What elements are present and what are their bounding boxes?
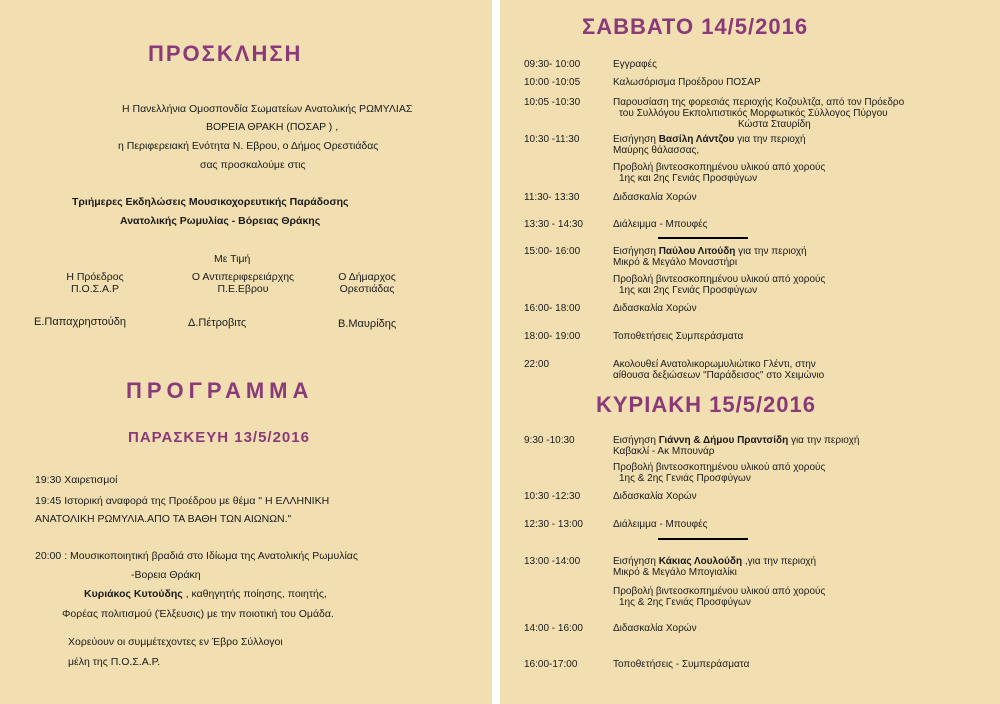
speaker-name: Κυριάκος Κυτούδης [84,588,183,600]
sat-desc-11: Τοποθετήσεις Συμπεράσματα [613,331,744,342]
sat-time-10: 16:00- 18:00 [524,303,581,314]
sat-desc-4: Εισήγηση Βασίλη Λάντζου για την περιοχή Μαύρης θάλασσας, [613,134,806,157]
signer-3-role: Ο Δήμαρχος Ορεστιάδας [338,271,396,296]
sun-time-5: 13:00 -14:00 [524,556,581,567]
signer-1-name: Ε.Παπαχρηστούδη [34,316,126,328]
sat-desc-9: Προβολή βιντεοσκοπημένου υλικού από χορούς 1ης και 2ης Γενιάς Προσφύγων [613,274,826,297]
invitation-title: ΠΡΟΣΚΛΗΣΗ [148,41,303,66]
sat-desc-3: Παρουσίαση της φορεσιάς περιοχής Κοζουλτζα, από τον Πρόεδρο του Συλλόγου Εκπολιτιστικός Μορφωτικός Σύλλογος Πύργου Κώστα Σταυρίδη [613,97,905,131]
sun-desc-5: Εισήγηση Κάκιας Λουλούδη ,για την περιοχή Μικρό & Μεγάλο Μπογιαλίκι [613,556,817,579]
event-line-1: Τριήμερες Εκδηλώσεις Μουσικοχορευτικής Παράδοσης [72,196,349,208]
friday-line-8: Χορεύουν οι συμμέτεχοντες εν Έβρο Σύλλογοι [68,636,283,648]
sat-desc-1: Εγγραφές [613,59,657,70]
sun-desc-4: Διάλειμμα - Μπουφές [613,519,708,530]
event-line-2: Ανατολικής Ρωμυλίας - Βόρειας Θράκης [120,215,321,227]
sat-time-11: 18:00- 19:00 [524,331,581,342]
saturday-title: ΣΑΒΒΑΤΟ 14/5/2016 [582,14,809,39]
sat-desc-2: Καλωσόρισμα Προέδρου ΠΟΣΑΡ [613,77,761,88]
friday-line-4: 20:00 : Μουσικοποιητική βραδιά στο Ιδίωμα της Ανατολικής Ρωμυλίας [35,550,358,562]
sun-time-4: 12:30 - 13:00 [524,519,583,530]
program-title: ΠΡΟΓΡΑΜΜΑ [126,378,314,403]
intro-line-1: Η Πανελλήνια Ομοσπονδία Σωματείων Ανατολικής ΡΩΜΥΛΙΑΣ [122,103,413,115]
speaker-name: Βασίλη Λάντζου [658,134,735,145]
divider [658,237,748,239]
left-panel [0,0,492,704]
sun-time-7: 14:00 - 16:00 [524,623,583,634]
friday-line-6: Κυριάκος Κυτούδης , καθηγητής ποίησης, ποιητής, [84,588,327,600]
sat-desc-7: Διάλειμμα - Μπουφές [613,219,708,230]
sat-time-3: 10:05 -10:30 [524,97,581,108]
sat-time-7: 13:30 - 14:30 [524,219,583,230]
speaker-name: Γιάννη & Δήμου Πραντσίδη [658,435,789,446]
friday-title: ΠΑΡΑΣΚΕΥΗ 13/5/2016 [128,429,310,446]
sun-desc-8: Τοποθετήσεις - Συμπεράσματα [613,659,750,670]
signer-2-role: Ο Αντιπεριφερειάρχης Π.Ε.Εβρου [191,271,295,296]
sat-time-6: 11:30- 13:30 [524,192,580,203]
sun-desc-6: Προβολή βιντεοσκοπημένου υλικού από χορούς 1ης & 2ης Γενιάς Προσφύγων [613,586,826,609]
friday-line-3: ΑΝΑΤΟΛΙΚΗ ΡΩΜΥΛΙΑ.ΑΠΟ ΤΑ ΒΑΘΗ ΤΩΝ ΑΙΩΝΩΝ." [35,513,292,525]
intro-line-3: η Περιφερειακή Ενότητα Ν. Εβρου, ο Δήμος Ορεστιάδας [118,140,379,152]
sat-time-2: 10:00 -10:05 [524,77,581,88]
sun-desc-7: Διδασκαλία Χορών [613,623,697,634]
sat-time-4: 10:30 -11:30 [524,134,580,145]
speaker-name: Παύλου Λιτούδη [658,246,736,257]
sat-desc-6: Διδασκαλία Χορών [613,192,697,203]
sat-desc-8: Εισήγηση Παύλου Λιτούδη για την περιοχή Μικρό & Μεγάλο Μοναστήρι [613,246,807,269]
sat-time-12: 22:00 [524,359,550,370]
sunday-title: ΚΥΡΙΑΚΗ 15/5/2016 [596,392,816,417]
sun-time-1: 9:30 -10:30 [524,435,575,446]
intro-line-4: σας προσκαλούμε στις [200,159,306,171]
friday-line-2: 19:45 Ιστορική αναφορά της Προέδρου με θέμα " Η ΕΛΛΗΝΙΚΗ [35,495,330,507]
intro-line-2: ΒΟΡΕΙΑ ΘΡΑΚΗ (ΠΟΣΑΡ ) , [206,121,339,133]
friday-line-1: 19:30 Χαιρετισμοί [35,474,118,486]
sat-desc-10: Διδασκαλία Χορών [613,303,697,314]
friday-line-5: -Βορεια Θράκη [131,569,201,581]
sat-desc-12: Ακολουθεί Ανατολικορωμυλιώτικο Γλέντι, στην αίθουσα δεξιώσεων "Παράδεισος" στο Χειμώνιο [613,359,825,382]
right-panel [500,0,1000,704]
sun-desc-2: Προβολή βιντεοσκοπημένου υλικού από χορούς 1ης & 2ης Γενιάς Προσφύγων [613,462,826,485]
sun-desc-1: Εισήγηση Γιάννη & Δήμου Πραντσίδη για την περιοχή Καβακλί - Ακ Μπουνάρ [613,435,860,458]
signer-1-role: Η Πρόεδρος Π.Ο.Σ.Α.Ρ [66,271,124,296]
sat-desc-5: Προβολή βιντεοσκοπημένου υλικού από χορούς 1ης και 2ης Γενιάς Προσφύγων [613,162,826,185]
signer-2-name: Δ.Πέτροβιτς [188,317,247,329]
sun-time-3: 10:30 -12:30 [524,491,581,502]
sat-time-8: 15:00- 16:00 [524,246,581,257]
signer-3-name: Β.Μαυρίδης [338,318,397,330]
sun-time-8: 16:00-17:00 [524,659,578,670]
sun-desc-3: Διδασκαλία Χορών [613,491,697,502]
honor-text: Με Τιμή [214,253,251,265]
speaker-name: Κάκιας Λουλούδη [658,556,743,567]
divider [658,538,748,540]
friday-line-7: Φορέας πολιτισμού (Έλξευσις) με την ποιοτική του Ομάδα. [62,608,334,620]
friday-line-9: μέλη της Π.Ο.Σ.Α.Ρ. [68,656,161,668]
sat-time-1: 09:30- 10:00 [524,59,581,70]
